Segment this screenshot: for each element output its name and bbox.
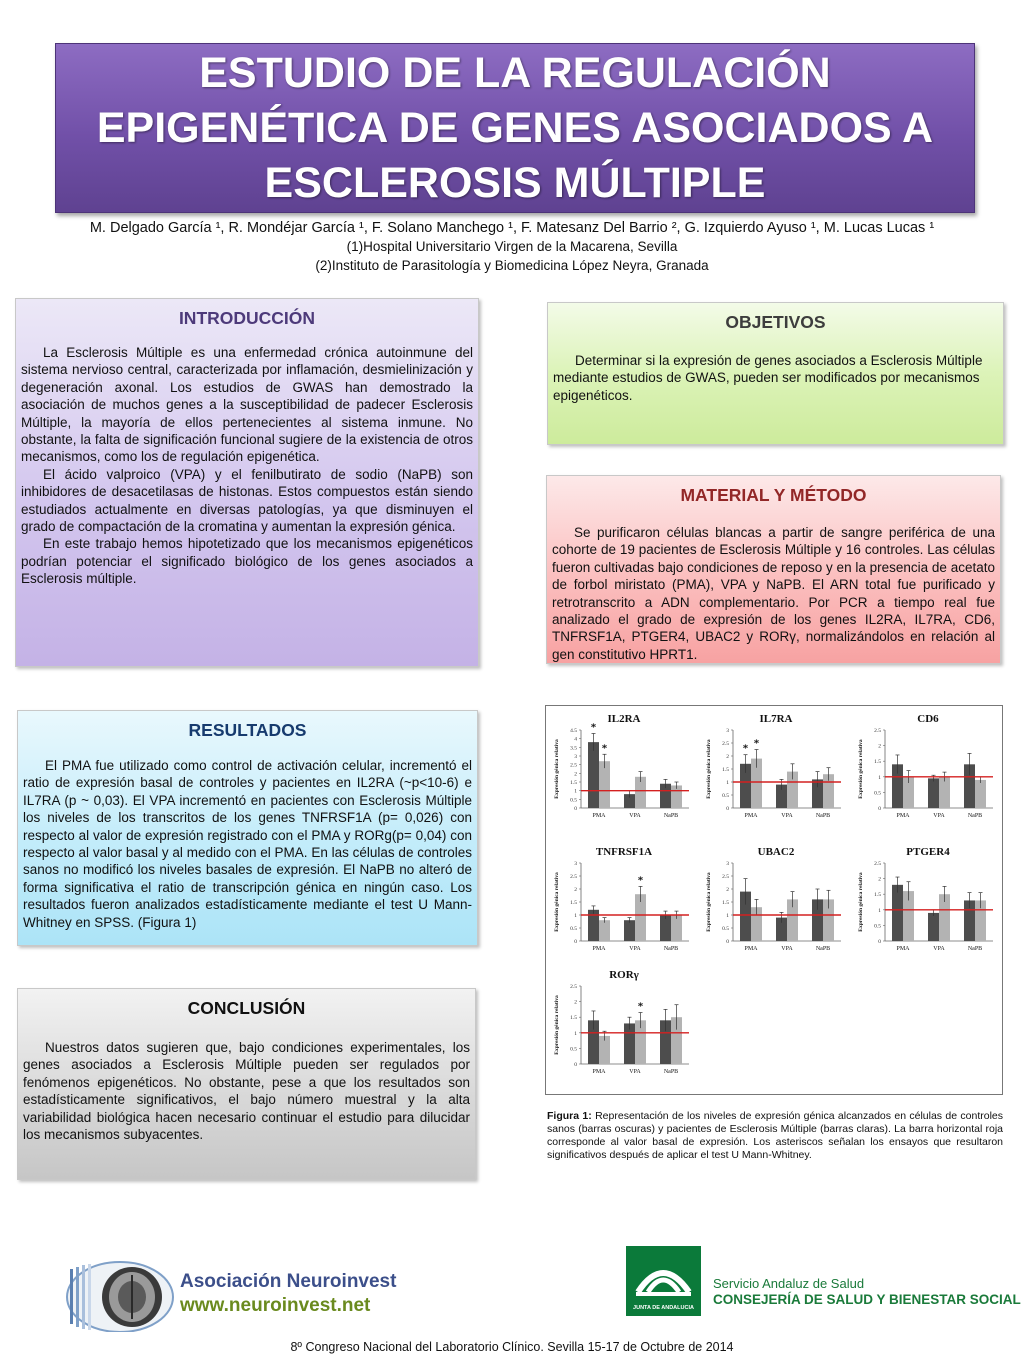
resultados-panel bbox=[17, 710, 478, 946]
y-tick-label: 3 bbox=[574, 861, 577, 867]
introduccion-p1: La Esclerosis Múltiple es una enfermedad crónica autoinmune del sistema nervioso central, caracterizada por inflamación, desmielinización y degeneración axonal. Los estudios de GWAS han demostrado la asociación de muchos genes a la susceptibilidad de padecer Esclerosis Múltiple, la mayoría de ellos pertenecientes al sistema inmune. No obstante, la falta de significación funcional sugiere de la existencia de otros mecanismos, como los de regulación epigenética. bbox=[21, 345, 473, 465]
chart-ylabel: Expresión génica relativa bbox=[858, 739, 864, 799]
x-tick-label: VPA bbox=[781, 813, 793, 819]
y-tick-label: 0 bbox=[574, 1062, 577, 1068]
significance-asterisk: * bbox=[742, 742, 749, 755]
figure-1 bbox=[545, 705, 1003, 1095]
bar-napb-pacientes bbox=[975, 780, 986, 808]
y-tick-label: 0.5 bbox=[874, 923, 881, 930]
sas-name: Servicio Andaluz de Salud bbox=[713, 1276, 865, 1291]
y-tick-label: 0.5 bbox=[722, 793, 729, 799]
figure-caption bbox=[547, 1110, 1003, 1162]
y-tick-label: 2.5 bbox=[874, 861, 881, 867]
bar-napb-pacientes bbox=[671, 915, 682, 941]
x-tick-label: PMA bbox=[744, 946, 758, 952]
bar-vpa-controles bbox=[928, 778, 939, 808]
x-tick-label: VPA bbox=[933, 946, 945, 952]
x-tick-label: PMA bbox=[592, 813, 606, 819]
y-tick-label: 3 bbox=[726, 728, 729, 734]
chart-ylabel: Expresión génica relativa bbox=[706, 872, 712, 932]
conclusion-panel bbox=[17, 988, 476, 1180]
y-tick-label: 0.5 bbox=[570, 926, 577, 932]
chart-ylabel: Expresión génica relativa bbox=[554, 872, 560, 932]
y-tick-label: 2 bbox=[574, 771, 577, 778]
y-tick-label: 2.5 bbox=[874, 728, 881, 734]
x-tick-label: NaPB bbox=[967, 946, 983, 952]
x-tick-label: VPA bbox=[629, 1069, 641, 1075]
y-tick-label: 1 bbox=[574, 913, 577, 919]
bar-pma-controles bbox=[588, 742, 599, 808]
introduccion-p2: El ácido valproico (VPA) y el fenilbutirato de sodio (NaPB) son inhibidores de desacetilasas de histonas. Estos compuestos están siendo estudiados actualmente en diversas patologías, ya que disminuyen el grado de compactación de la cromatina y aumentan la expresión génica. bbox=[21, 466, 473, 535]
x-tick-label: NaPB bbox=[663, 946, 679, 952]
metodo-heading: MATERIAL Y MÉTODO bbox=[680, 485, 867, 505]
title-banner bbox=[55, 43, 975, 213]
footer-congress: 8º Congreso Nacional del Laboratorio Clínico. Sevilla 15-17 de Octubre de 2014 bbox=[290, 1340, 734, 1354]
y-tick-label: 1 bbox=[726, 913, 729, 919]
y-tick-label: 1.5 bbox=[570, 1015, 577, 1022]
y-tick-label: 1.5 bbox=[722, 767, 729, 773]
x-tick-label: NaPB bbox=[967, 813, 983, 819]
y-tick-label: 1.5 bbox=[874, 759, 881, 766]
resultados-heading: RESULTADOS bbox=[188, 720, 307, 740]
y-tick-label: 1.5 bbox=[570, 900, 577, 906]
conclusion-p1: Nuestros datos sugieren que, bajo condiciones experimentales, los genes asociados a Esclerosis Múltiple pueden ser regulados por fenómenos epigenéticos. No obstante, pese a que los resultados son estadísticamente significativos, el bajo número muestral y la alta variabilidad biológica hacen necesario continuar el estudio para dilucidar los mecanismos subyacentes. bbox=[23, 1040, 470, 1143]
chart-title: RORγ bbox=[609, 969, 639, 981]
chart-1 bbox=[554, 713, 689, 819]
resultados-p1: El PMA fue utilizado como control de activación celular, incrementó el ratio de expresión basal de controles y pacientes en IL2RA (~p<10-6) e IL7RA (p ~ 0,03). El VPA incrementó en pacientes con Esclerosis Múltiple los niveles de los transcritos de los genes TNFRSF1A (p= 0,026) con respecto al valor de expresión registrado con el PMA y RORg(p= 0,04) con respecto al valor basal y al medido con el PMA. En las células de controles sanos no modificó los niveles basales de expresión. El NaPB no alteró de forma significativa el ratio de transcripción génica en ningún caso. Los resultados fueron analizados estadísticamente mediante el test U Mann-Whitney en SPSS. (Figura 1) bbox=[23, 758, 472, 930]
y-tick-label: 2 bbox=[574, 887, 577, 893]
y-tick-label: 2 bbox=[726, 887, 729, 893]
significance-asterisk: * bbox=[590, 721, 597, 734]
y-tick-label: 0.5 bbox=[570, 1046, 577, 1053]
y-tick-label: 1.5 bbox=[570, 780, 577, 786]
caption-text: Representación de los niveles de expresión génica alcanzados en células de controles sanos (barras oscuras) y pacientes de Esclerosis Múltiple (barras claras). La barra horizontal roja corresponde al valor basal de expresión. Los asteriscos señalan los ensayos que resultaron significativos después de aplicar el test U Mann-Whitney. bbox=[547, 1110, 1003, 1161]
x-tick-label: PMA bbox=[896, 946, 910, 952]
y-tick-label: 2.5 bbox=[722, 741, 729, 747]
significance-asterisk: * bbox=[637, 1000, 644, 1013]
authors: M. Delgado García ¹, R. Mondéjar García ¹, F. Solano Manchego ¹, F. Matesanz Del Barrio ², G. Izquierdo Ayuso ¹, M. Lucas Lucas ¹ bbox=[89, 220, 935, 236]
y-tick-label: 3.5 bbox=[570, 745, 577, 752]
x-tick-label: VPA bbox=[781, 946, 793, 952]
chart-ylabel: Expresión génica relativa bbox=[554, 739, 560, 799]
y-tick-label: 1 bbox=[726, 780, 729, 786]
x-tick-label: PMA bbox=[744, 813, 758, 819]
y-tick-label: 1 bbox=[878, 774, 881, 781]
chart-5 bbox=[706, 846, 841, 952]
y-tick-label: 1 bbox=[878, 907, 881, 914]
y-tick-label: 1.5 bbox=[722, 900, 729, 906]
neuroinvest-logo bbox=[62, 1257, 177, 1332]
y-tick-label: 0.5 bbox=[722, 926, 729, 932]
y-tick-label: 0 bbox=[726, 939, 729, 945]
poster-title: ESTUDIO DE LA REGULACIÓN EPIGENÉTICA DE GENES ASOCIADOS A ESCLEROSIS MÚLTIPLE bbox=[96, 48, 934, 207]
objetivos-panel bbox=[547, 302, 1004, 445]
y-tick-label: 1 bbox=[574, 788, 577, 795]
figure-charts bbox=[546, 706, 1004, 1096]
sas-consejeria: CONSEJERÍA DE SALUD Y BIENESTAR SOCIAL bbox=[713, 1292, 1021, 1307]
y-tick-label: 0 bbox=[878, 939, 881, 945]
y-tick-label: 2 bbox=[878, 876, 881, 883]
x-tick-label: NaPB bbox=[663, 813, 679, 819]
y-tick-label: 0 bbox=[574, 939, 577, 945]
y-tick-label: 0 bbox=[574, 806, 577, 812]
y-tick-label: 2 bbox=[878, 743, 881, 750]
conclusion-heading: CONCLUSIÓN bbox=[187, 998, 306, 1018]
y-tick-label: 3 bbox=[726, 861, 729, 867]
neuroinvest-name: Asociación Neuroinvest bbox=[180, 1271, 397, 1292]
chart-title: PTGER4 bbox=[906, 846, 950, 858]
chart-title: IL7RA bbox=[759, 713, 793, 725]
chart-3 bbox=[858, 713, 993, 819]
chart-ylabel: Expresión génica relativa bbox=[858, 872, 864, 932]
y-tick-label: 3 bbox=[574, 754, 577, 760]
affiliation-2: (2)Instituto de Parasitología y Biomedicina López Neyra, Granada bbox=[315, 258, 709, 273]
y-tick-label: 2.5 bbox=[570, 874, 577, 880]
neuroinvest-url[interactable]: www.neuroinvest.net bbox=[180, 1295, 371, 1316]
y-tick-label: 0 bbox=[878, 806, 881, 812]
x-tick-label: NaPB bbox=[663, 1069, 679, 1075]
x-tick-label: NaPB bbox=[815, 946, 831, 952]
junta-andalucia-logo bbox=[626, 1246, 701, 1316]
bar-pma-pacientes bbox=[599, 920, 610, 941]
introduccion-heading: INTRODUCCIÓN bbox=[178, 308, 316, 328]
metodo-p1: Se purificaron células blancas a partir de sangre periférica de una cohorte de 19 pacientes de Esclerosis Múltiple y 16 controles. Las células fueron cultivadas bajo condiciones de reposo y en la presencia de acetato de forbol miristato (PMA), VPA y NaPB. El ARN total fue purificado y retrotranscrito a ADN complementario. Por PCR a tiempo real fue analizado el grado de expresión de los genes IL2RA, IL7RA, CD6, TNFRSF1A, PTGER4, UBAC2 y RORγ, normalizándolos en relación al gen constitutivo HPRT1. bbox=[552, 525, 995, 662]
x-tick-label: NaPB bbox=[815, 813, 831, 819]
introduccion-panel bbox=[15, 298, 479, 667]
junta-logo-text: JUNTA DE ANDALUCIA bbox=[633, 1305, 694, 1311]
objetivos-p1: Determinar si la expresión de genes asociados a Esclerosis Múltiple mediante estudios de GWAS, pueden ser modificados por mecanismos epigenéticos. bbox=[553, 353, 983, 403]
objetivos-heading: OBJETIVOS bbox=[725, 312, 826, 332]
chart-7 bbox=[554, 969, 689, 1075]
y-tick-label: 2.5 bbox=[570, 984, 577, 990]
chart-title: UBAC2 bbox=[757, 846, 795, 858]
y-tick-label: 0.5 bbox=[874, 790, 881, 797]
chart-2 bbox=[706, 713, 841, 819]
chart-6 bbox=[858, 846, 993, 952]
y-tick-label: 2.5 bbox=[570, 762, 577, 769]
chart-title: CD6 bbox=[917, 713, 939, 725]
chart-title: TNFRSF1A bbox=[595, 846, 653, 858]
x-tick-label: VPA bbox=[629, 813, 641, 819]
x-tick-label: VPA bbox=[629, 946, 641, 952]
affiliation-1: (1)Hospital Universitario Virgen de la Macarena, Sevilla bbox=[346, 239, 678, 254]
chart-ylabel: Expresión génica relativa bbox=[706, 739, 712, 799]
chart-4 bbox=[554, 846, 689, 952]
y-tick-label: 1.5 bbox=[874, 892, 881, 899]
bar-napb-controles bbox=[660, 915, 671, 941]
metodo-panel bbox=[546, 475, 1001, 664]
caption-label: Figura 1: bbox=[547, 1110, 592, 1122]
x-tick-label: PMA bbox=[592, 1069, 606, 1075]
bar-vpa-controles bbox=[928, 913, 939, 941]
x-tick-label: PMA bbox=[896, 813, 910, 819]
chart-title: IL2RA bbox=[607, 713, 641, 725]
bar-vpa-controles bbox=[624, 920, 635, 941]
bar-pma-controles bbox=[892, 885, 903, 941]
x-tick-label: PMA bbox=[592, 946, 606, 952]
significance-asterisk: * bbox=[601, 742, 608, 755]
y-tick-label: 2 bbox=[574, 999, 577, 1006]
significance-asterisk: * bbox=[753, 737, 760, 750]
y-tick-label: 4.5 bbox=[570, 728, 577, 734]
significance-asterisk: * bbox=[637, 874, 644, 887]
bar-pma-pacientes bbox=[599, 761, 610, 808]
y-tick-label: 2.5 bbox=[722, 874, 729, 880]
chart-ylabel: Expresión génica relativa bbox=[554, 995, 560, 1055]
y-tick-label: 1 bbox=[574, 1030, 577, 1037]
y-tick-label: 0.5 bbox=[570, 797, 577, 804]
y-tick-label: 4 bbox=[574, 736, 577, 743]
x-tick-label: VPA bbox=[933, 813, 945, 819]
y-tick-label: 0 bbox=[726, 806, 729, 812]
introduccion-p3: En este trabajo hemos hipotetizado que los mecanismos epigenéticos podrían potenciar el significado biológico de los genes asociados a Esclerosis múltiple. bbox=[21, 536, 473, 587]
y-tick-label: 2 bbox=[726, 754, 729, 760]
